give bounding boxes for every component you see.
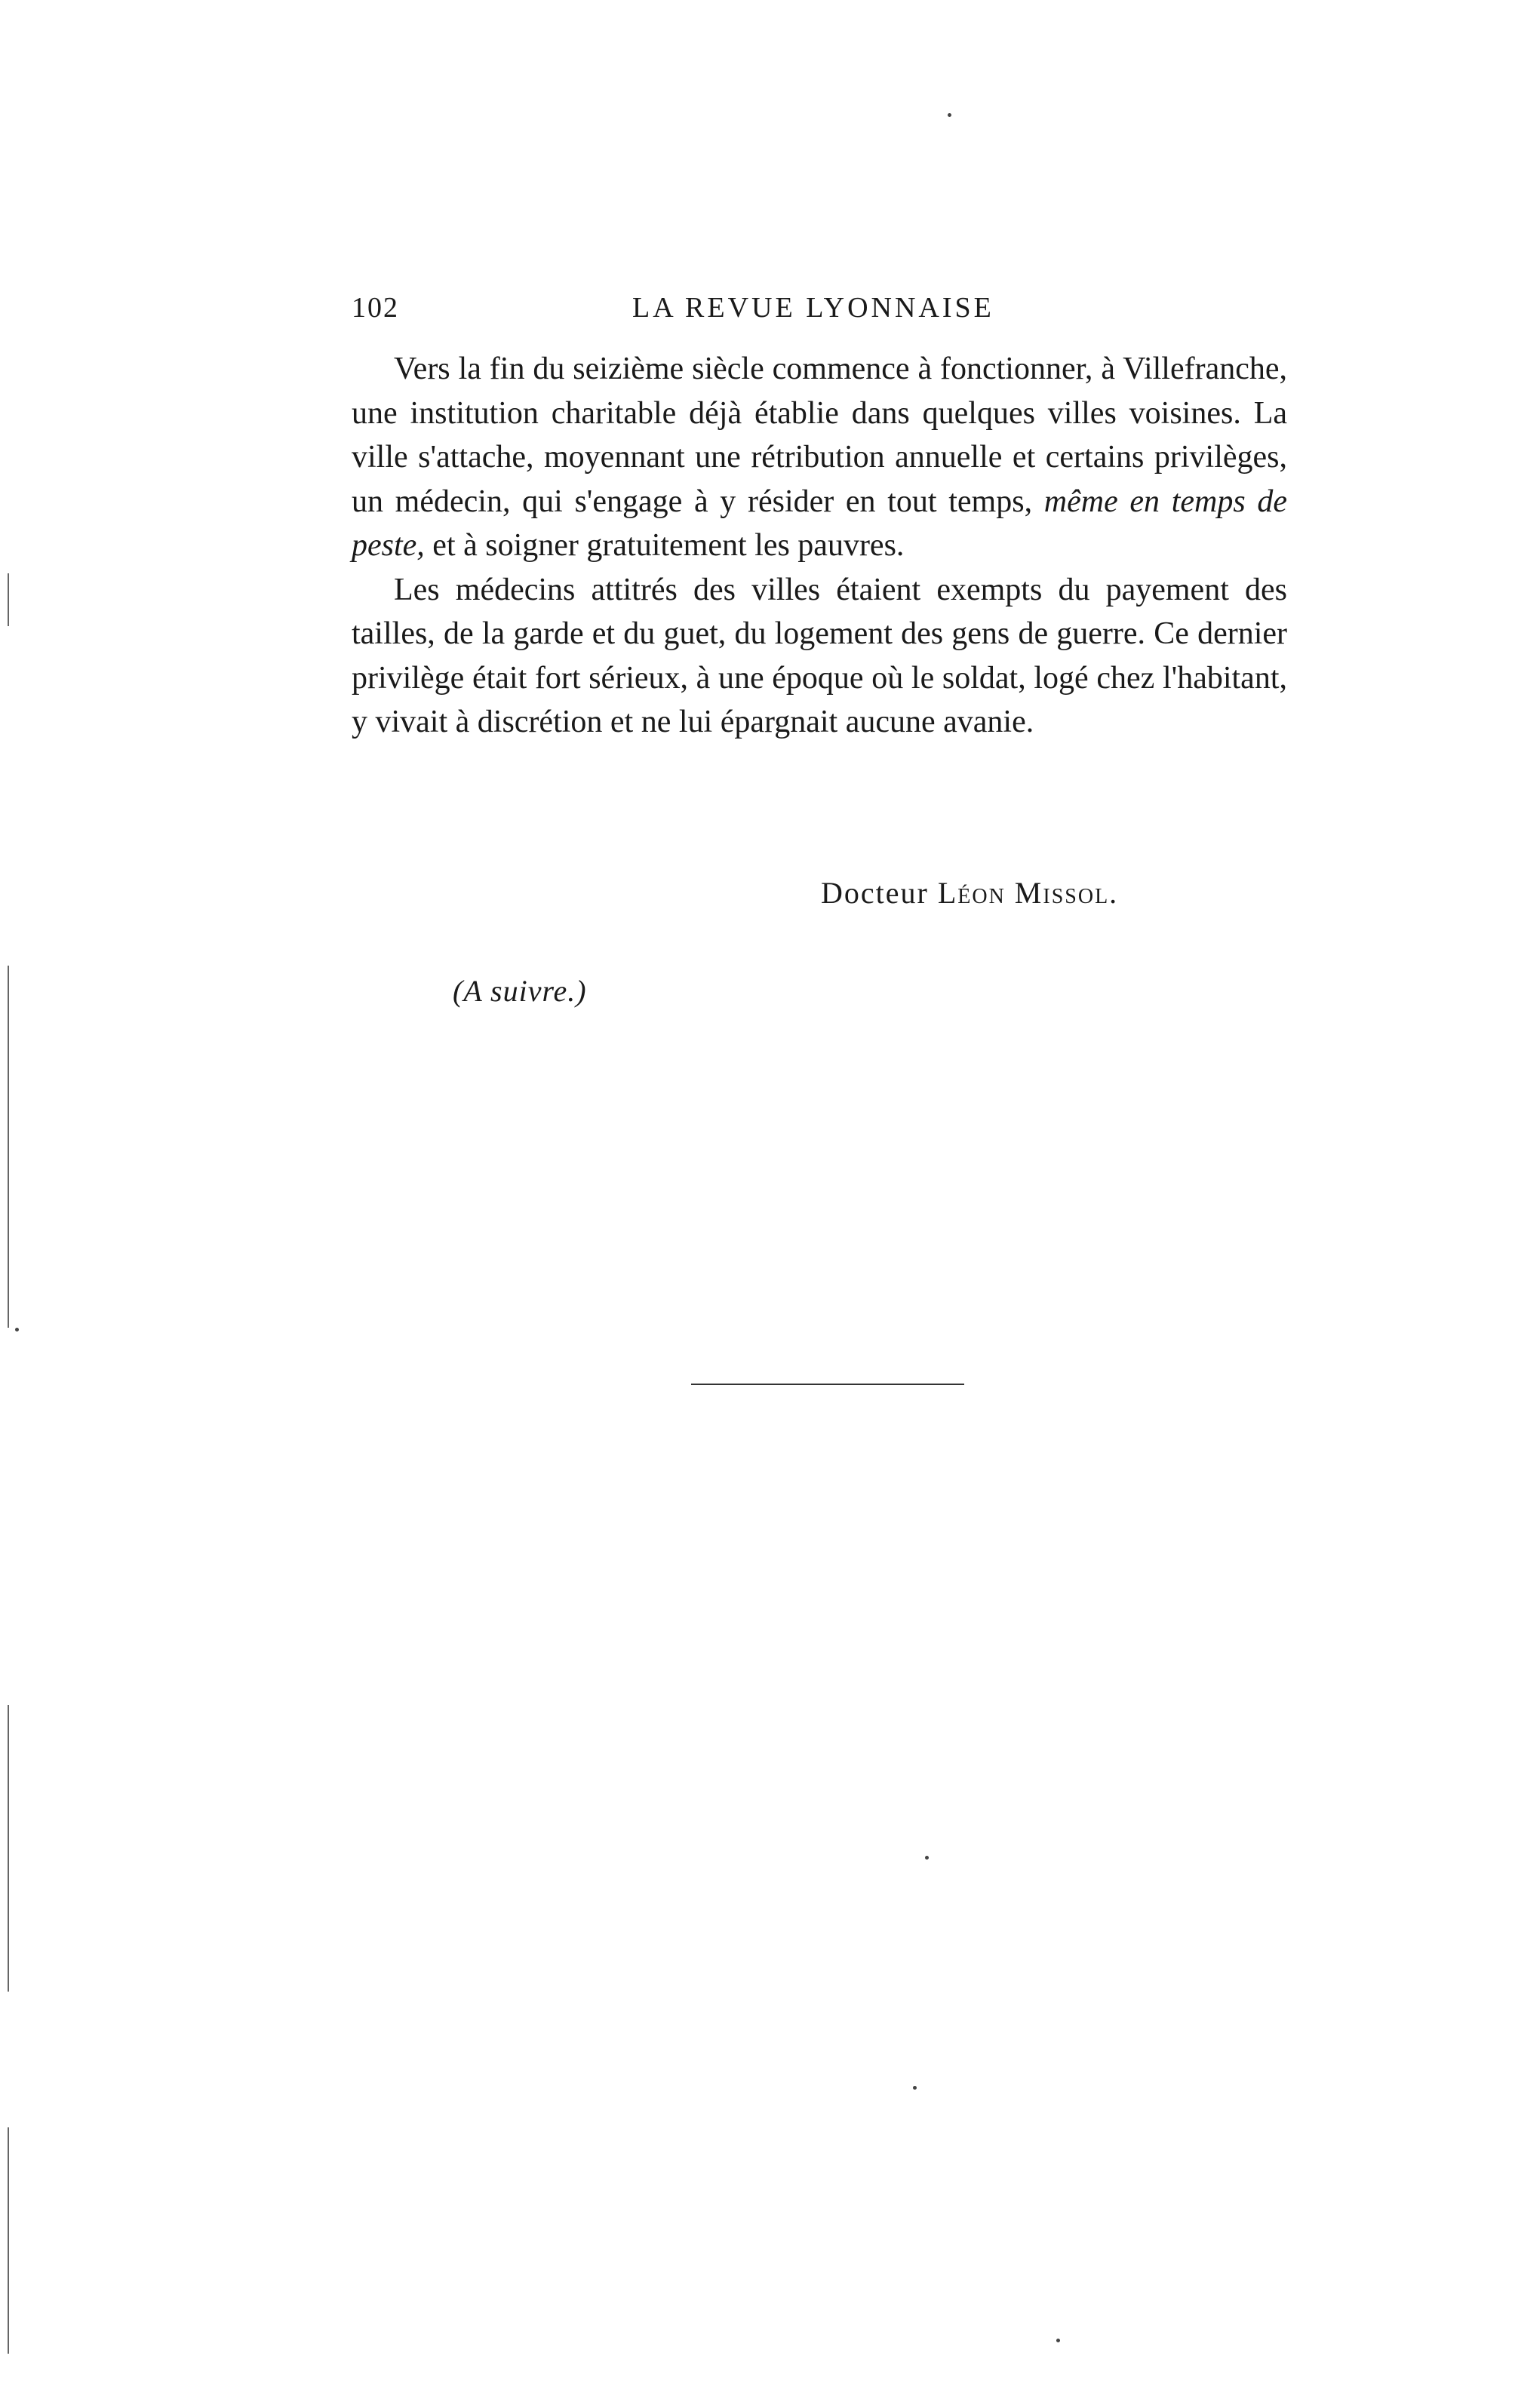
- paragraph-2: Les médecins attitrés des villes étaient exempts du payement des tailles, de la garde et du guet, du logement des gens de guerre. Ce dernier privilège était fort sérieux, à une époque où le soldat, logé chez l'habitant, y vivait à discrétion et ne lui épargnait aucune avanie.: [352, 572, 1287, 739]
- signature-name: Léon Missol.: [937, 876, 1119, 910]
- signature-title: Docteur: [821, 876, 929, 910]
- scan-speck: [948, 113, 951, 117]
- scan-speck: [1056, 2339, 1060, 2342]
- section-end-rule: [691, 1384, 964, 1385]
- scan-margin-mark: [8, 966, 9, 1328]
- author-signature: [821, 875, 1118, 911]
- scan-speck: [15, 1328, 19, 1331]
- scan-margin-mark: [8, 2127, 9, 2354]
- running-title: LA REVUE LYONNAISE: [632, 292, 994, 324]
- to-be-continued: (A suivre.): [453, 974, 587, 1008]
- page-header: [352, 291, 1182, 329]
- scan-margin-mark: [8, 573, 9, 626]
- scan-margin-mark: [8, 1705, 9, 1992]
- scan-speck: [925, 1856, 929, 1860]
- article-body: [352, 347, 1287, 745]
- paragraph-1-text-a: Vers la fin du seizième siècle commence à fonctionner, à Villefranche, une institution charitable déjà établie dans quelques villes voisines. La ville s'attache, moyennant une rétribution annuelle et certains privilèges, un médecin, qui s'engage à y résider en tout temps,: [352, 352, 1287, 519]
- page-number: 102: [352, 292, 399, 324]
- paragraph-1-italic: même en temps de peste,: [352, 484, 1288, 563]
- scan-speck: [913, 2086, 917, 2090]
- paragraph-1-text-b: et à soigner gratuitement les pauvres.: [424, 528, 905, 563]
- paragraph-1: [352, 347, 1287, 568]
